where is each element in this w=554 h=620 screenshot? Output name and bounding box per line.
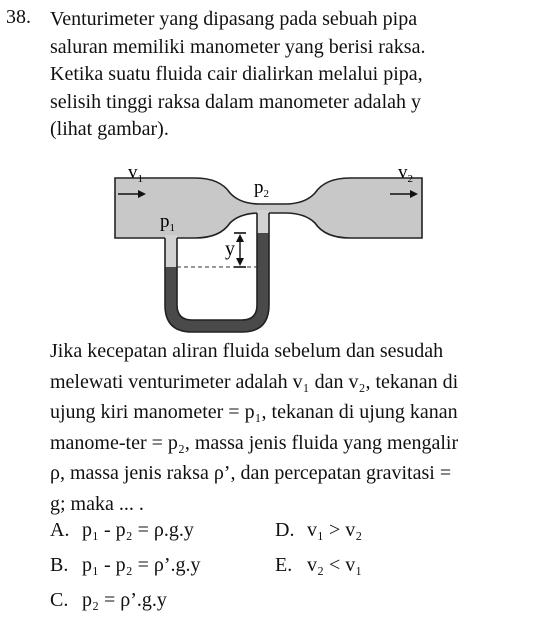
manometer-left-fluid-column [165, 235, 177, 267]
option-d-letter: D. [275, 519, 295, 541]
option-c-letter: C. [50, 589, 69, 611]
manometer-right-fluid-column [257, 210, 269, 233]
v2-label: $v_2$ [398, 162, 413, 185]
option-e-text: v₂ < v₁ [307, 554, 363, 576]
stem-line: saluran memiliki manometer yang berisi raksa. [50, 35, 426, 58]
option-b-text: p₁ - p₂ = ρ’.g.y [82, 554, 201, 576]
option-e[interactable] [275, 553, 362, 577]
option-e-letter: E. [275, 554, 293, 576]
stem-line: Venturimeter yang dipasang pada sebuah pipa [50, 8, 418, 30]
stem-line: selisih tinggi raksa dalam manometer adalah y [50, 90, 421, 113]
option-a[interactable] [50, 518, 194, 542]
p1-label: $p_1$ [160, 211, 175, 234]
stem-line: (lihat gambar). [50, 118, 169, 140]
body-line: ujung kiri manometer = p₁, tekanan di ujung kanan [50, 401, 458, 423]
body-line: ρ, massa jenis raksa ρ’, dan percepatan gravitasi = [50, 462, 452, 484]
y-arrow-down-icon [236, 258, 244, 266]
body-line: g; maka ... . [50, 492, 144, 515]
body-line: melewati venturimeter adalah v₁ dan v₂, tekanan di [50, 370, 459, 393]
y-arrow-up-icon [236, 234, 244, 242]
option-b[interactable] [50, 553, 201, 577]
option-a-text: p₁ - p₂ = ρ.g.y [82, 519, 194, 541]
option-a-letter: A. [50, 519, 70, 541]
stem-line: Ketika suatu fluida cair dialirkan melalui pipa, [50, 63, 423, 85]
v1-label: $v_1$ [128, 162, 143, 185]
question-stem [50, 6, 530, 144]
option-c[interactable] [50, 588, 167, 612]
body-line: Jika kecepatan aliran fluida sebelum dan sesudah [50, 340, 444, 362]
option-d-text: v₁ > v₂ [307, 519, 363, 541]
option-d[interactable] [275, 518, 362, 542]
venturimeter-figure [110, 155, 430, 337]
question-body [50, 336, 530, 519]
question-number: 38. [6, 6, 31, 28]
option-c-text: p₂ = ρ’.g.y [82, 589, 167, 611]
y-label: y [225, 238, 235, 260]
body-line: manome-ter = p₂, massa jenis fluida yang mengalir [50, 431, 459, 454]
option-b-letter: B. [50, 554, 69, 576]
p2-label: $p_2$ [254, 177, 269, 200]
